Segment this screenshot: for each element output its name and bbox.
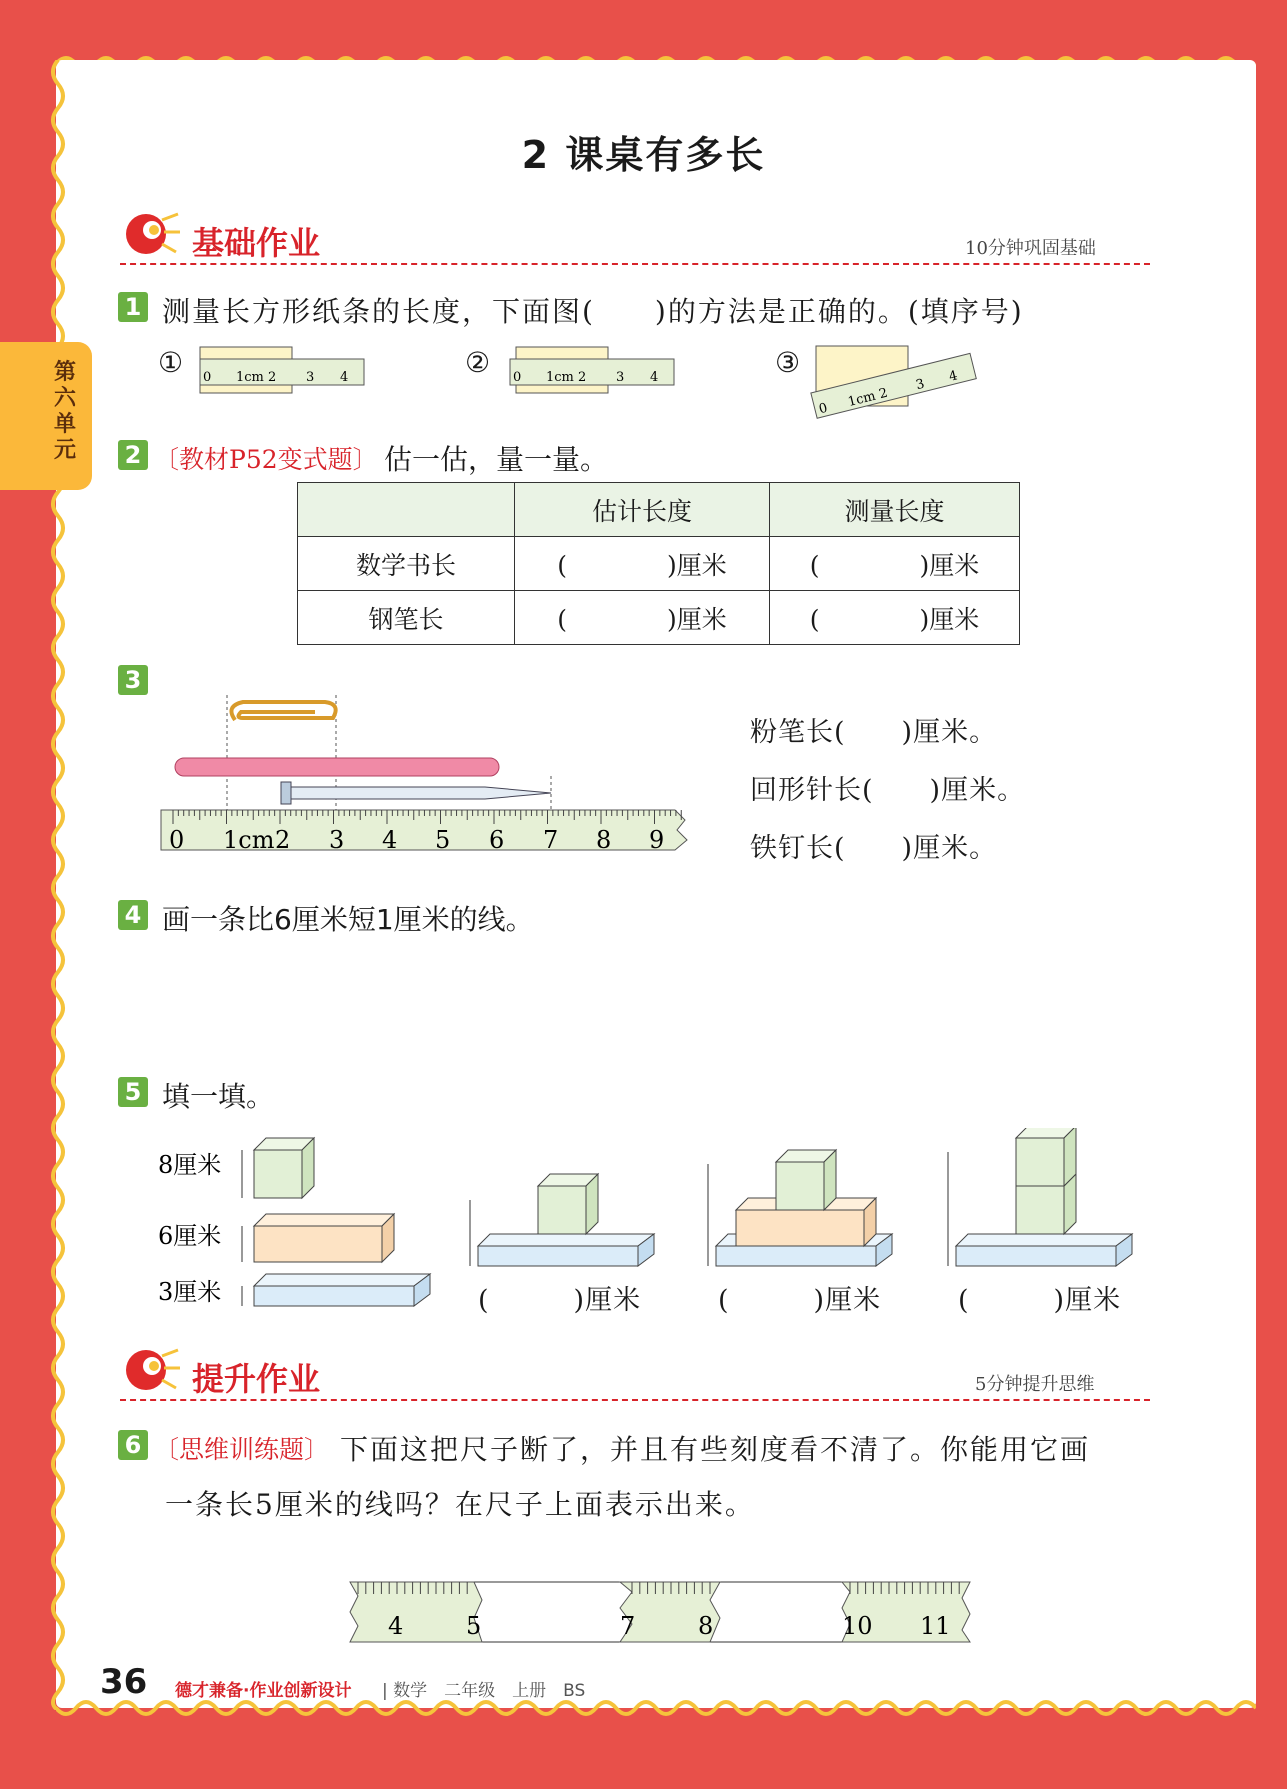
q1-ruler-label: 1cm 2 [236, 370, 277, 385]
ruler-label: 4 [388, 1612, 404, 1640]
q1-ruler-label: 3 [306, 370, 315, 385]
q1-figure-3 [808, 340, 978, 420]
q1-figure-2 [508, 345, 678, 397]
page-number: 36 [100, 1662, 148, 1702]
bell-mascot-icon [118, 208, 182, 260]
q1-option-1: ① [158, 346, 186, 379]
ruler-label: 6 [489, 826, 505, 854]
legend-3cm: 3厘米 [158, 1278, 222, 1306]
section-basic-divider [120, 263, 1150, 265]
q1-option-3: ③ [775, 346, 803, 379]
q1-text: 测量长方形纸条的长度，下面图( )的方法是正确的。(填序号) [162, 295, 1024, 328]
ruler-label: 1cm [223, 826, 275, 854]
footer-info: | 数学 二年级 上册 BS [382, 1681, 586, 1701]
table-header-row [298, 483, 1020, 537]
q1-ruler-label: 4 [340, 370, 349, 385]
q5-text: 填一填。 [162, 1080, 275, 1113]
q1-option-2: ② [465, 346, 493, 379]
table-header-cell [298, 483, 515, 537]
ruler-label: 8 [698, 1612, 714, 1640]
q2-text: 估一估，量一量。 [384, 443, 609, 476]
q3-number: 3 [118, 665, 148, 695]
ruler-label: 8 [596, 826, 612, 854]
nail-head-icon [281, 782, 291, 804]
q5-blank-c[interactable]: ( )厘米 [958, 1285, 1122, 1316]
ruler-label: 4 [382, 826, 398, 854]
section-basic-label: 基础作业 [192, 224, 321, 262]
footer-brand: 德才兼备·作业创新设计 [175, 1681, 352, 1701]
q1-number: 1 [118, 292, 148, 322]
unit-tab [0, 342, 92, 490]
q1-ruler-label: 0 [817, 400, 830, 418]
frame-wave-bottom [56, 1698, 1256, 1724]
q6-tag: 〔思维训练题〕 [154, 1435, 330, 1464]
table-cell-measure[interactable]: ( )厘米 [770, 537, 1020, 591]
ruler-label: 7 [543, 826, 559, 854]
q3-answer-paperclip: 回形针长( )厘米。 [750, 775, 1026, 806]
table-cell-estimate[interactable]: ( )厘米 [515, 537, 770, 591]
ruler-label: 10 [842, 1612, 873, 1640]
section-basic-sub: 10分钟巩固基础 [965, 238, 1096, 259]
chalk-icon [175, 758, 499, 776]
q3-ruler-figure [155, 690, 695, 865]
ruler-label: 7 [620, 1612, 636, 1640]
section-advanced-label: 提升作业 [192, 1360, 321, 1398]
q6-line-1: 下面这把尺子断了，并且有些刻度看不清了。你能用它画 [340, 1433, 1091, 1466]
table-cell-measure[interactable]: ( )厘米 [770, 591, 1020, 645]
q1-ruler-label: 1cm 2 [546, 370, 587, 385]
q1-ruler-label: 1cm 2 [846, 385, 890, 411]
q1-figure-1 [198, 345, 368, 397]
unit-tab-label: 第六单元 [54, 360, 77, 463]
q4-number: 4 [118, 900, 148, 930]
q3-answer-chalk: 粉笔长( )厘米。 [750, 717, 998, 748]
table-cell-name: 数学书长 [298, 537, 515, 591]
page-title: 2 课桌有多长 [521, 133, 766, 177]
ruler-label: 11 [920, 1612, 951, 1640]
q1-ruler-label: 0 [513, 370, 522, 385]
q4-drawing-area[interactable] [162, 950, 1042, 1060]
nail-body-icon [291, 787, 551, 799]
q6-line-2: 一条长5厘米的线吗？在尺子上面表示出来。 [165, 1488, 755, 1521]
ruler-label: 2 [275, 826, 291, 854]
q2-tag: 〔教材P52变式题〕 [154, 445, 378, 474]
q1-ruler-label: 3 [914, 376, 927, 394]
legend-6cm: 6厘米 [158, 1222, 222, 1250]
section-advanced-divider [120, 1399, 1150, 1401]
ruler-label: 3 [329, 826, 345, 854]
table-row [298, 591, 1020, 645]
paperclip-icon [231, 702, 335, 720]
q5-number: 5 [118, 1077, 148, 1107]
q6-broken-ruler[interactable] [342, 1578, 978, 1646]
q5-blank-b[interactable]: ( )厘米 [718, 1285, 882, 1316]
ruler-label: 9 [649, 826, 665, 854]
section-advanced-sub: 5分钟提升思维 [975, 1374, 1095, 1395]
table-cell-estimate[interactable]: ( )厘米 [515, 591, 770, 645]
q3-answer-nail: 铁钉长( )厘米。 [750, 833, 998, 864]
table-header-cell: 测量长度 [770, 483, 1020, 537]
q6-number: 6 [118, 1430, 148, 1460]
q2-table [297, 482, 1020, 645]
q1-ruler-label: 4 [650, 370, 659, 385]
ruler-label: 0 [169, 826, 185, 854]
legend-8cm: 8厘米 [158, 1151, 222, 1179]
q1-ruler-label: 3 [616, 370, 625, 385]
bell-mascot-icon [118, 1344, 182, 1396]
q2-number: 2 [118, 440, 148, 470]
q5-blank-a[interactable]: ( )厘米 [478, 1285, 642, 1316]
q1-ruler-label: 4 [947, 368, 960, 385]
q4-text: 画一条比6厘米短1厘米的线。 [162, 903, 534, 936]
table-row [298, 537, 1020, 591]
ruler-label: 5 [435, 826, 451, 854]
frame-wave-left [44, 60, 70, 1710]
table-header-cell: 估计长度 [515, 483, 770, 537]
q1-ruler-label: 0 [203, 370, 212, 385]
ruler-label: 5 [466, 1612, 482, 1640]
table-cell-name: 钢笔长 [298, 591, 515, 645]
